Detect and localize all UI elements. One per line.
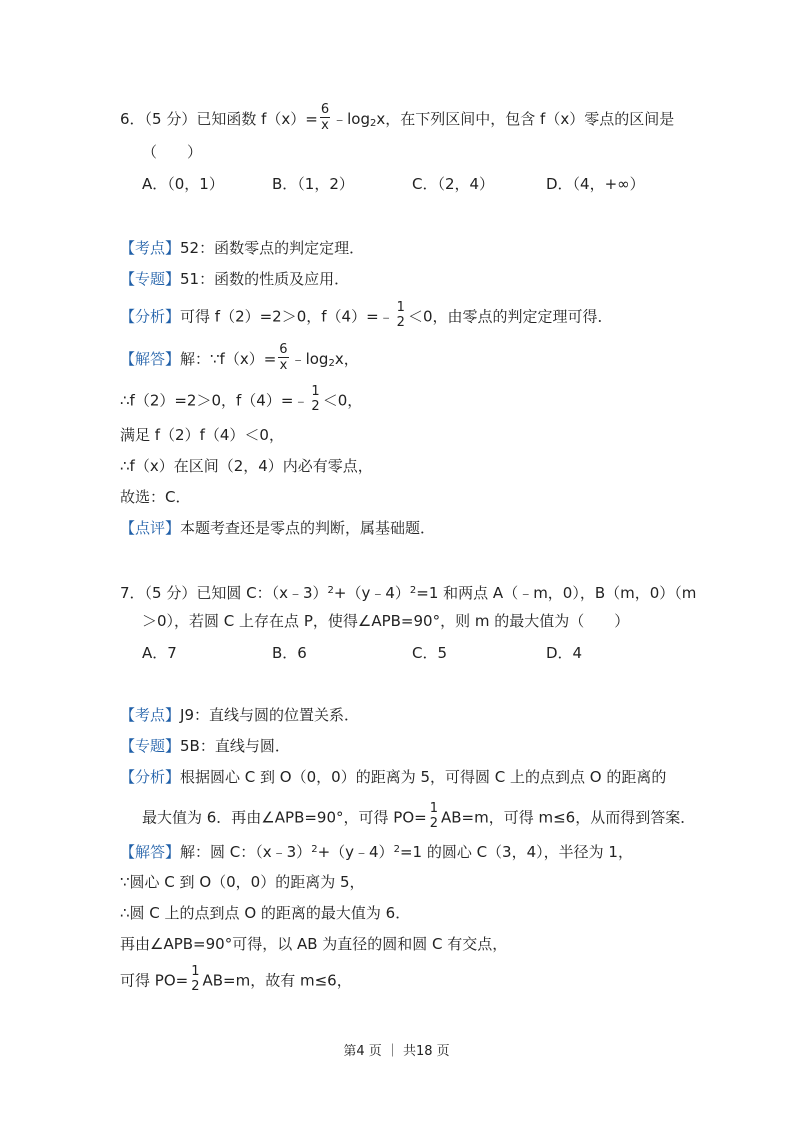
q7-options: [142, 643, 662, 663]
q6-zhuanti: 【专题】51：函数的性质及应用．: [120, 270, 350, 288]
q7-step-3: 再由∠APB=90°可得，以 AB 为直径的圆和圆 C 有交点，: [120, 935, 508, 953]
q6-jieda: 【解答】解：∵f（x）= $\frac{6}{x}$ $﹣\log_2x$，: [120, 342, 359, 373]
q7-step-2: ∴圆 C 上的点到点 O 的距离的最大值为 6．: [120, 904, 411, 922]
fraction-6-over-x: $\frac{6}{x}$: [279, 342, 288, 373]
page-footer: 第4 页 ｜ 共18 页: [343, 1044, 450, 1059]
q6-step-4: 故选：C．: [120, 488, 191, 506]
q6-step-1: ∴f（2）=2＞0，f（4）=﹣ 1 2 ＜0，: [120, 384, 363, 414]
fraction-1-over-2: 1 2: [396, 300, 405, 330]
q7-option-a: A．7: [142, 644, 177, 662]
q6-step-3: ∴f（x）在区间（2，4）内必有零点，: [120, 457, 373, 475]
q7-fenxi-line2: 最大值为 6．再由∠APB=90°，可得 PO= 1 2 AB=m，可得 m≤6，从而得到答案．: [142, 801, 696, 831]
q7-step-1: ∵圆心 C 到 O（0，0）的距离为 5，: [120, 873, 365, 891]
q6-option-b: B．（1，2）: [272, 175, 354, 193]
fraction-1-over-2: 1 2: [311, 384, 320, 414]
q6-option-d: D．（4，+∞）: [546, 175, 645, 193]
q6-option-a: A．（0，1）: [142, 175, 224, 193]
q7-stem-line1: 7．（5 分）已知圆 C：（x﹣3）$^2$+（y﹣4）$^2$=1 和两点 A（﹣m，0），B（m，0）（m: [120, 584, 697, 602]
q6-answer-paren: （ ）: [142, 143, 203, 161]
q6-options: [142, 174, 662, 194]
q7-kaodian: 【考点】J9：直线与圆的位置关系．: [120, 706, 359, 724]
q6-dianping: 【点评】本题考查还是零点的判断，属基础题．: [120, 519, 436, 537]
q7-step-4: 可得 PO= 1 2 AB=m，故有 m≤6，: [120, 964, 352, 994]
q7-zhuanti: 【专题】5B：直线与圆．: [120, 737, 290, 755]
q6-fenxi: 【分析】可得 f（2）=2＞0，f（4）=﹣ 1 2 ＜0，由零点的判定定理可得．: [120, 300, 613, 330]
q7-option-c: C．5: [412, 644, 448, 662]
q7-fenxi-line1: 【分析】根据圆心 C 到 O（0，0）的距离为 5，可得圆 C 上的点到点 O 的距离的: [120, 768, 667, 786]
fraction-6-over-x: $\frac{6}{x}$: [320, 102, 330, 133]
q6-step-2: 满足 f（2）f（4）＜0，: [120, 426, 284, 444]
q7-option-b: B．6: [272, 644, 307, 662]
q6-option-c: C．（2，4）: [412, 175, 495, 193]
q7-option-d: D．4: [546, 644, 583, 662]
fraction-1-over-2: 1 2: [429, 801, 438, 831]
q6-stem: 6．（5 分）已知函数 f（x）= $\frac{6}{x}$ $﹣\log_2x$，在下列区间中，包含 f（x）零点的区间是: [120, 102, 675, 133]
q6-kaodian: 【考点】52：函数零点的判定定理．: [120, 239, 365, 257]
fraction-1-over-2: 1 2: [191, 964, 200, 994]
q7-stem-line2: ＞0），若圆 C 上存在点 P，使得∠APB=90°，则 m 的最大值为（ ）: [142, 612, 630, 630]
q7-jieda: 【解答】解：圆 C：（x﹣3）$^2$+（y﹣4）$^2$=1 的圆心 C（3，4），半径为 1，: [120, 843, 633, 861]
